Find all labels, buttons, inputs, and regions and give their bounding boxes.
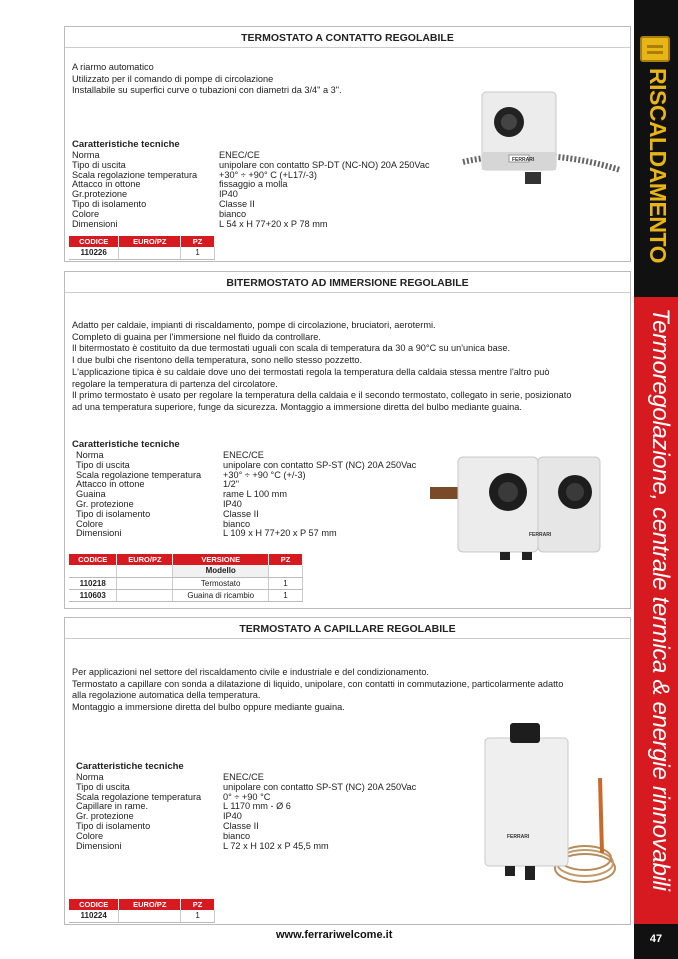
spec-value: 0° ÷ +90 °C [223, 791, 271, 802]
spec-key: Dimensioni [72, 218, 118, 229]
desc-line: Completo di guaina per l'immersione nel fluido da controllare. [72, 331, 321, 342]
spec-key: Tipo di isolamento [72, 198, 147, 209]
product-title: TERMOSTATO A CAPILLARE REGOLABILE [239, 623, 456, 635]
spec-key: Norma [72, 150, 100, 160]
spec-key: Capillare in rame. [76, 801, 148, 812]
spec-value: fissaggio a molla [219, 179, 288, 190]
cell-pz: 1 [269, 589, 303, 601]
product-card-contact-thermostat [64, 26, 631, 262]
desc-line: regolare la temperatura di partenza del circolatore. [72, 378, 278, 389]
footer-website[interactable]: www.ferrariwelcome.it [276, 929, 393, 941]
spec-key: Gr. protezione [76, 498, 134, 509]
price-table [69, 899, 215, 923]
cell-euro [119, 247, 181, 259]
specs-list [76, 451, 416, 539]
spec-value: +30° ÷ +90° C (+L17/-3) [219, 169, 317, 180]
spec-value: unipolare con contatto SP-ST (NC) 20A 250Vac [223, 781, 417, 792]
cell-euro [119, 910, 181, 922]
sidebar-subtitle: Termoregolazione, centrale termica & energie rinnovabili [647, 308, 674, 891]
product-brand-label: FERRARI [529, 532, 552, 538]
subheader-modello: Modello [173, 565, 269, 577]
spec-key: Attacco in ottone [76, 479, 145, 490]
spec-key: Norma [76, 772, 104, 782]
spec-value: unipolare con contatto SP-ST (NC) 20A 250Vac [223, 459, 417, 470]
desc-line: I due bulbi che risentono della temperatura, sono nello stesso pozzetto. [72, 355, 363, 366]
spec-key: Tipo di uscita [76, 459, 130, 470]
spec-key: Attacco in ottone [72, 179, 141, 190]
radiator-icon [640, 36, 670, 62]
spec-key: Guaina [76, 489, 106, 500]
desc-line: alla regolazione automatica della temperatura. [72, 690, 261, 701]
cell-codice: 110218 [69, 577, 117, 589]
product-brand-label: FERRARI [512, 157, 535, 163]
product-card-capillary-thermostat [64, 617, 631, 925]
col-header-pz: PZ [181, 236, 215, 247]
cell-codice: 110224 [69, 910, 119, 922]
table-row [69, 577, 303, 589]
spec-key: Scala regolazione temperatura [76, 791, 202, 802]
spec-value: rame L 100 mm [223, 489, 287, 500]
cell-euro [117, 589, 173, 601]
specs-heading: Caratteristiche tecniche [72, 139, 180, 150]
contact-thermostat-image [445, 82, 625, 202]
cell-versione: Guaina di ricambio [173, 589, 269, 601]
specs-heading: Caratteristiche tecniche [72, 439, 180, 450]
table-row [69, 910, 215, 922]
desc-line: Il primo termostato è usato per regolare la temperatura della caldaia e il secondo termostato, collegato in serie, posizionato [72, 390, 572, 401]
spec-value: IP40 [223, 498, 242, 509]
product-title: TERMOSTATO A CONTATTO REGOLABILE [241, 32, 454, 44]
cell-pz: 1 [181, 247, 215, 259]
spec-value: IP40 [223, 811, 242, 822]
spec-key: Scala regolazione temperatura [76, 469, 202, 480]
desc-line: L'applicazione tipica è su caldaie dove uno dei termostati regola la temperatura della caldaia stessa mentre l'altro può [72, 366, 550, 377]
spec-value: Classe II [219, 198, 255, 209]
desc-line: A riarmo automatico [72, 62, 154, 72]
spec-value: +30° ÷ +90 °C (+/-3) [223, 469, 306, 480]
col-header-euro: EURO/PZ [119, 899, 181, 910]
capillary-thermostat-image [480, 718, 630, 908]
desc-line: ad una temperatura superiore, funge da sicurezza. Montaggio a immersione diretta del bulbo mediante guaina. [72, 401, 522, 412]
col-header-codice: CODICE [69, 554, 117, 565]
spec-value: ENEC/CE [223, 450, 264, 460]
bithermostat-image [430, 452, 630, 562]
spec-key: Gr.protezione [72, 189, 128, 200]
desc-line: Installabile su superfici curve o tubazioni con diametri da 3/4" a 3". [72, 85, 342, 96]
spec-key: Norma [76, 450, 104, 460]
price-table [69, 236, 215, 260]
spec-value: Classe II [223, 820, 259, 831]
col-header-euro: EURO/PZ [117, 554, 173, 565]
spec-key: Dimensioni [76, 840, 122, 851]
specs-heading: Caratteristiche tecniche [76, 761, 184, 772]
spec-key: Colore [76, 518, 104, 529]
spec-value: 1/2" [223, 479, 240, 490]
spec-value: L 54 x H 77+20 x P 78 mm [219, 218, 328, 229]
product-description [72, 320, 628, 414]
spec-value: L 72 x H 102 x P 45,5 mm [223, 840, 329, 851]
spec-value: ENEC/CE [219, 150, 260, 160]
table-row [69, 247, 215, 259]
col-header-pz: PZ [269, 554, 303, 565]
spec-value: bianco [223, 518, 251, 529]
desc-line: Montaggio a immersione diretta del bulbo oppure mediante guaina. [72, 702, 345, 713]
cell-codice: 110226 [69, 247, 119, 259]
spec-value: L 109 x H 77+20 x P 57 mm [223, 528, 337, 539]
cell-pz: 1 [269, 577, 303, 589]
col-header-versione: VERSIONE [173, 554, 269, 565]
desc-line: Utilizzato per il comando di pompe di circolazione [72, 73, 274, 84]
col-header-pz: PZ [181, 899, 215, 910]
col-header-euro: EURO/PZ [119, 236, 181, 247]
spec-value: Classe II [223, 508, 259, 519]
spec-value: ENEC/CE [223, 772, 264, 782]
spec-value: IP40 [219, 189, 238, 200]
cell-pz: 1 [181, 910, 215, 922]
price-table [69, 554, 303, 602]
spec-key: Tipo di isolamento [76, 508, 151, 519]
sidebar-category: RISCALDAMENTO [645, 68, 671, 263]
spec-key: Colore [76, 830, 104, 841]
desc-line: Adatto per caldaie, impianti di riscaldamento, pompe di circolazione, bruciatori, aerotermi. [72, 320, 436, 330]
page-number: 47 [649, 933, 663, 945]
product-title: BITERMOSTATO AD IMMERSIONE REGOLABILE [226, 277, 469, 289]
specs-list [76, 773, 416, 851]
cell-euro [117, 577, 173, 589]
table-row [69, 589, 303, 601]
specs-list [72, 151, 430, 229]
spec-key: Colore [72, 208, 100, 219]
col-header-codice: CODICE [69, 899, 119, 910]
product-card-bithermostat [64, 271, 631, 609]
col-header-codice: CODICE [69, 236, 119, 247]
spec-key: Gr. protezione [76, 811, 134, 822]
desc-line: Il bitermostato è costituito da due termostati uguali con scala di temperatura da 30 a 90°C su un'unica base. [72, 343, 511, 354]
spec-key: Dimensioni [76, 528, 122, 539]
spec-value: L 1170 mm - Ø 6 [223, 801, 291, 812]
cell-codice: 110603 [69, 589, 117, 601]
spec-key: Tipo di isolamento [76, 820, 151, 831]
desc-line: Per applicazioni nel settore del riscaldamento civile e industriale e del condizionamento. [72, 667, 429, 677]
product-description [72, 62, 342, 97]
spec-key: Tipo di uscita [72, 159, 126, 170]
desc-line: Termostato a capillare con sonda a dilatazione di liquido, unipolare, con contatti in commutazione, particolarmente adatto [72, 678, 564, 689]
product-brand-label: FERRARI [507, 834, 530, 840]
spec-value: unipolare con contatto SP-DT (NC-NO) 20A 250Vac [219, 159, 430, 170]
spec-value: bianco [223, 830, 251, 841]
spec-key: Scala regolazione temperatura [72, 169, 198, 180]
sidebar [634, 0, 678, 959]
spec-value: bianco [219, 208, 247, 219]
spec-key: Tipo di uscita [76, 781, 130, 792]
product-description [72, 667, 628, 714]
cell-versione: Termostato [173, 577, 269, 589]
